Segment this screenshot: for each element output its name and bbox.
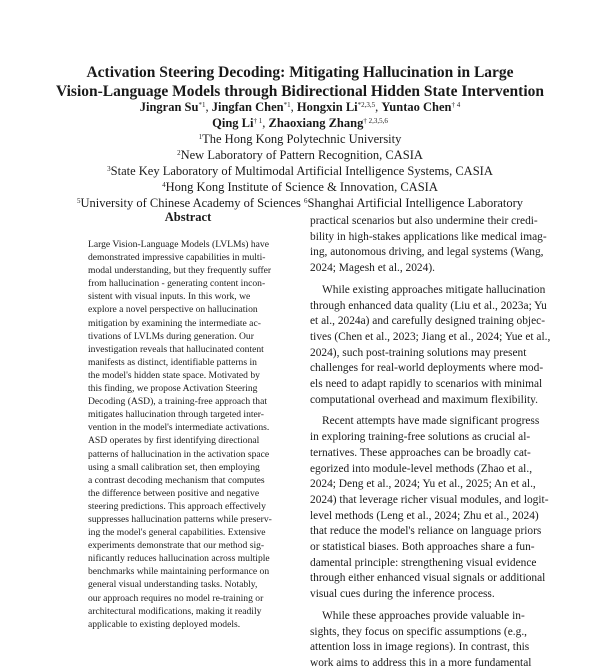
text-line: 2024), such post-training solutions may present — [310, 346, 527, 359]
text-line: egorized into module-level methods (Zhao et al., — [310, 462, 533, 475]
body-paragraph — [310, 414, 549, 602]
author-name: Zhaoxiang Zhang — [268, 116, 364, 130]
text-line: level methods (Leng et al., 2024; Zhu et al., 2024) — [310, 509, 539, 522]
text-line: damental principle: strengthening visual evidence — [310, 556, 537, 569]
text-line: mitigates hallucination through targeted inter- — [88, 409, 264, 421]
text-line: vention in the model's intermediate activations. — [88, 422, 270, 434]
text-line: that reduce the model's reliance on language priors — [310, 525, 542, 538]
text-line: architectural modifications, making it readily — [88, 605, 262, 617]
text-line: modal understanding, but they frequently suffer — [88, 265, 272, 277]
text-line: our approach requires no model re-training or — [88, 592, 264, 604]
text-line: benchmarks while maintaining performance on — [88, 566, 270, 578]
abstract-heading: Abstract — [164, 210, 212, 224]
author-mark: † 1 — [253, 117, 263, 125]
text-line: Large Vision-Language Models (LVLMs) have — [88, 239, 269, 250]
text-line: tivations of LVLMs during generation. Our — [88, 330, 254, 342]
text-line: nificantly reduces hallucination across multiple — [88, 553, 270, 565]
text-line: 2024; Deng et al., 2024; Yu et al., 2025; An et al., — [310, 478, 536, 491]
author-name: Jingran Su — [139, 100, 199, 114]
text-line: tives (Chen et al., 2023; Jiang et al., 2024; Yue et al., — [310, 330, 551, 343]
author-name: Qing Li — [212, 116, 254, 130]
text-line: explore a novel perspective on hallucination — [88, 304, 258, 316]
text-line: demonstrated impressive capabilities in multi- — [88, 252, 266, 264]
body-paragraph — [310, 283, 551, 409]
author-block — [30, 99, 570, 211]
text-line: investigation reveals that hallucinated content — [88, 343, 264, 355]
title-line-2: Vision-Language Models through Bidirectional Hidden State Intervention — [55, 83, 544, 100]
affiliation: $^1$The Hong Kong Polytechnic University — [198, 132, 402, 146]
text-line: 2024) that leverage richer visual modules, and logit- — [310, 493, 549, 506]
text-line: challenges for real-world deployments where mod- — [310, 362, 544, 375]
author-line-1: Jingran Su$^{*1}$, Jingfan Chen$^{*1}$, Hongxin Li$^{*2,3,5}$, Yuntao Chen$^{\dagger 4}$ — [139, 100, 461, 114]
text-line: applicable to existing deployed models. — [88, 618, 241, 630]
body-paragraph — [310, 609, 532, 672]
author-line-2: Qing Li$^{\dagger 1}$, Zhaoxiang Zhang$^{\dagger 2,3,5,6}$ — [212, 116, 388, 130]
text-line: 2024; Magesh et al., 2024). — [310, 262, 435, 275]
text-line: work aims to address this in a more fundamental — [310, 656, 532, 669]
author-name: Jingfan Chen — [211, 100, 284, 114]
text-line: mitigation by examining the intermediate ac- — [88, 317, 261, 329]
text-line: computational overhead and maximum flexibility. — [310, 393, 538, 406]
text-line: patterns of hallucination in the activation space — [88, 448, 270, 460]
affiliation-pair: $^5$University of Chinese Academy of Sciences $^6$Shanghai Artificial Intelligence Laboratory — [76, 196, 524, 210]
text-line: attention loss in image regions). In contrast, this — [310, 641, 530, 654]
author-mark: † 4 — [451, 101, 461, 109]
text-line: While these approaches provide valuable in- — [322, 609, 525, 622]
text-line: the difference between positive and negative — [88, 487, 260, 499]
body-paragraph — [310, 214, 547, 277]
title-line-1: Activation Steering Decoding: Mitigating Hallucination in Large — [86, 64, 514, 81]
text-line: ASD operates by first identifying directional — [88, 435, 260, 447]
text-line: ternatives. These approaches can be broadly cat- — [310, 446, 531, 459]
author-mark: *1 — [198, 101, 206, 109]
author-name: Yuntao Chen — [381, 100, 452, 114]
author-mark: *2,3,5 — [357, 101, 376, 109]
text-line: steering predictions. This approach effectively — [88, 500, 266, 512]
text-line: While existing approaches mitigate hallucination — [322, 283, 546, 296]
text-line: Decoding (ASD), a training-free approach that — [88, 396, 268, 408]
text-line: visual cues during the inference process. — [310, 588, 495, 601]
text-line: this finding, we propose Activation Steering — [88, 383, 258, 395]
text-line: bility in high-stakes applications like medical imag- — [310, 230, 547, 243]
text-line: or statistical biases. Both approaches share a fun- — [310, 541, 535, 554]
text-line: through enhanced data quality (Liu et al., 2023a; Yu — [310, 299, 547, 312]
text-line: a contrast decoding mechanism that computes — [88, 474, 265, 486]
text-line: general visual understanding tasks. Notably, — [88, 579, 258, 591]
affiliation: $^3$State Key Laboratory of Multimodal Artificial Intelligence Systems, CASIA — [107, 164, 493, 178]
text-line: sistent with visual inputs. In this work, we — [88, 291, 251, 303]
text-line: Recent attempts have made significant progress — [322, 415, 540, 428]
text-line: ing the model's general capabilities. Extensive — [88, 527, 266, 539]
affiliation: $^2$New Laboratory of Pattern Recognition, CASIA — [177, 148, 423, 162]
text-line: ing, autonomous driving, and legal systems (Wang, — [310, 246, 544, 259]
text-line: et al., 2024a) and carefully designed training objec- — [310, 315, 545, 328]
text-line: practical scenarios but also undermine their credi- — [310, 215, 538, 227]
paper-title — [40, 63, 560, 101]
text-line: suppresses hallucination patterns while preserv- — [88, 513, 272, 525]
text-line: experiments demonstrate that our method sig- — [88, 540, 265, 552]
text-line: from hallucination - generating content incon- — [88, 278, 266, 290]
text-line: sights, they focus on specific assumptions (e.g., — [310, 625, 528, 638]
author-name: Hongxin Li — [296, 100, 358, 114]
text-line: els need to adapt rapidly to scenarios with minimal — [310, 378, 543, 391]
affiliation: $^4$Hong Kong Institute of Science & Innovation, CASIA — [162, 180, 438, 194]
body-right-column — [310, 214, 551, 672]
text-line: the model's hidden state space. Motivated by — [88, 369, 260, 381]
author-mark: † 2,3,5,6 — [363, 117, 388, 125]
text-line: through either enhanced visual signals or additional — [310, 572, 546, 585]
text-line: manifests as distinct, identifiable patterns in — [88, 356, 257, 368]
abstract-body — [88, 238, 274, 631]
text-line: in exploring training-free solutions as crucial al- — [310, 431, 531, 444]
text-line: using a small calibration set, then employing — [88, 461, 260, 473]
author-mark: *1 — [283, 101, 291, 109]
